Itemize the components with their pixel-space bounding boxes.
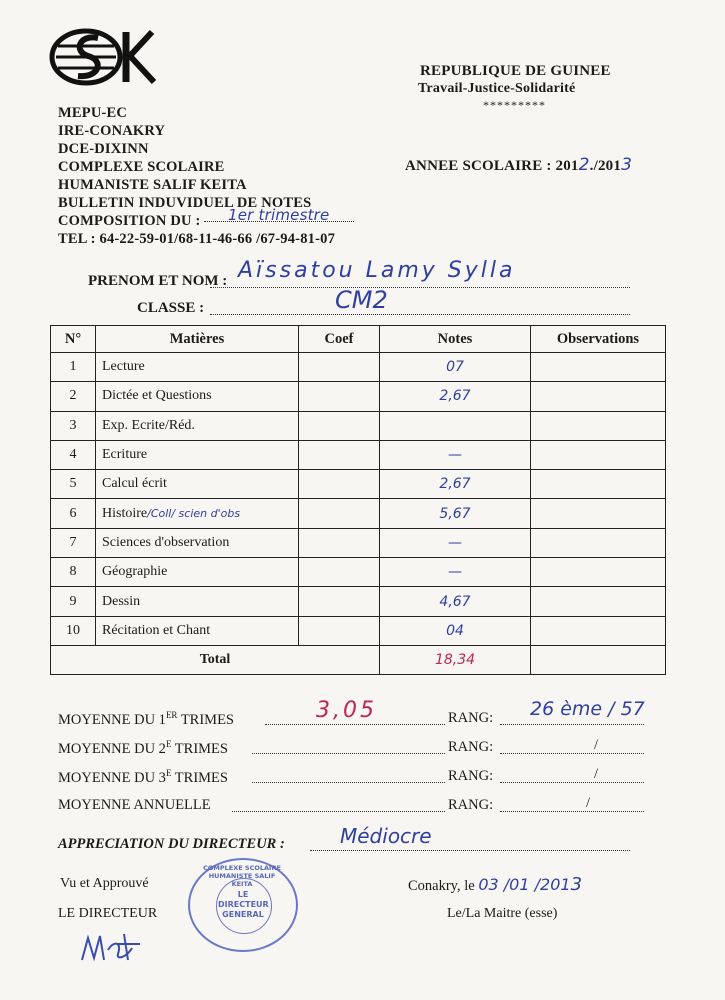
total-row [51, 645, 666, 674]
table-row [51, 528, 666, 557]
row-subject: Dictée et Questions [96, 382, 299, 411]
row-observation [531, 440, 666, 469]
annee-year-2: 3 [621, 155, 633, 175]
header-left-block [58, 104, 354, 248]
stamp-ring-text: COMPLEXE SCOLAIRE HUMANISTE SALIF KEITA [203, 864, 281, 888]
grades-table [50, 325, 666, 675]
row-coef [299, 382, 380, 411]
total-label: Total [51, 645, 380, 674]
composition-value: 1er trimestre [228, 206, 330, 224]
col-header: Coef [299, 326, 380, 353]
moyenne-2-dots [252, 753, 445, 754]
moyenne-label-post: TRIMES [171, 740, 228, 757]
row-number: 5 [51, 470, 96, 499]
table-row [51, 558, 666, 587]
rang-4-dots [500, 811, 644, 812]
country-name: REPUBLIQUE DE GUINEE [420, 63, 611, 79]
rang-label: RANG: [448, 739, 494, 755]
row-observation [531, 499, 666, 528]
moyenne-label: MOYENNE ANNUELLE [58, 797, 211, 813]
moyenne-sup: E [165, 739, 172, 749]
row-subject [96, 499, 299, 528]
moyenne-sup: ER [165, 710, 178, 720]
composition-line [58, 206, 354, 230]
col-header: Observations [531, 326, 666, 353]
row-observation [531, 470, 666, 499]
row-note: 2,67 [380, 382, 531, 411]
row-number: 9 [51, 587, 96, 616]
rang-label: RANG: [448, 768, 494, 784]
header-line: IRE-CONAKRY [58, 123, 166, 139]
table-row [51, 616, 666, 645]
row-coef [299, 587, 380, 616]
annee-label: ANNEE SCOLAIRE : 201 [405, 158, 579, 174]
table-row [51, 499, 666, 528]
total-observation [531, 645, 666, 674]
moyenne-label: MOYENNE DU 2 [58, 740, 166, 757]
maitre-label: Le/La Maitre (esse) [447, 906, 558, 921]
moyenne-3 [58, 768, 228, 787]
table-row [51, 470, 666, 499]
row-observation [531, 382, 666, 411]
total-value: 18,34 [380, 645, 531, 674]
country-motto: Travail-Justice-Solidarité [418, 81, 576, 96]
row-coef [299, 353, 380, 382]
table-header-row [51, 326, 666, 353]
moyenne-label: MOYENNE DU 1 [58, 711, 166, 728]
moyenne-annuelle-dots [232, 811, 445, 812]
row-subject: Exp. Ecrite/Réd. [96, 411, 299, 440]
table-row [51, 411, 666, 440]
row-coef [299, 499, 380, 528]
annee-year-1: 2 [578, 155, 590, 175]
stamp-center-text: LE DIRECTEUR GENERAL [218, 890, 269, 919]
row-subject: Dessin [96, 587, 299, 616]
name-value: Aïssatou Lamy Sylla [238, 258, 516, 283]
moyenne-label: MOYENNE DU 3 [58, 769, 166, 786]
rang-4-value: / [586, 795, 591, 811]
row-coef [299, 616, 380, 645]
moyenne-label-post: TRIMES [177, 711, 234, 728]
rang-1-value: 26 ème / 57 [530, 698, 645, 720]
rang-3-value: / [594, 766, 599, 782]
appreciation-dots [310, 850, 630, 851]
row-note: — [380, 440, 531, 469]
table-row [51, 382, 666, 411]
name-dots [210, 287, 630, 288]
moyenne-annuelle [58, 797, 211, 814]
row-number: 8 [51, 558, 96, 587]
row-note: 2,67 [380, 470, 531, 499]
row-subject: Récitation et Chant [96, 616, 299, 645]
moyenne-3-dots [252, 782, 445, 783]
annee-mid: ./201 [589, 158, 622, 174]
row-subject: Ecriture [96, 440, 299, 469]
row-subject-text: Histoire [102, 505, 148, 521]
col-header: N° [51, 326, 96, 353]
header-line: COMPLEXE SCOLAIRE [58, 159, 225, 175]
annee-scolaire [405, 156, 632, 175]
row-note [380, 411, 531, 440]
class-value: CM2 [335, 286, 388, 314]
table-row [51, 353, 666, 382]
row-number: 2 [51, 382, 96, 411]
rang-label: RANG: [448, 710, 494, 726]
row-subject: Géographie [96, 558, 299, 587]
table-row [51, 587, 666, 616]
row-subject: Sciences d'observation [96, 528, 299, 557]
composition-label: COMPOSITION DU : [58, 213, 201, 229]
row-observation [531, 558, 666, 587]
row-coef [299, 528, 380, 557]
row-coef [299, 440, 380, 469]
header-line: DCE-DIXINN [58, 141, 149, 157]
moyenne-label-post: TRIMES [171, 769, 228, 786]
rang-2-value: / [594, 737, 599, 753]
tel-line: TEL : 64-22-59-01/68-11-46-66 /67-94-81-07 [58, 231, 336, 247]
header-line: MEPU-EC [58, 105, 128, 121]
rang-3-dots [500, 782, 644, 783]
date-year: 3 [570, 874, 583, 895]
moyenne-1-dots [265, 724, 445, 725]
row-number: 7 [51, 528, 96, 557]
director-signature [78, 920, 148, 975]
school-logo [48, 26, 158, 88]
class-dots [210, 314, 630, 315]
row-number: 1 [51, 353, 96, 382]
motto-stars: ********* [483, 98, 546, 112]
header-line: BULLETIN INDUVIDUEL DE NOTES [58, 195, 312, 211]
row-number: 4 [51, 440, 96, 469]
row-number: 10 [51, 616, 96, 645]
row-note: 04 [380, 616, 531, 645]
le-directeur: LE DIRECTEUR [58, 906, 158, 921]
moyenne-sup: E [165, 768, 172, 778]
moyenne-1-value: 3,05 [316, 698, 377, 723]
appreciation-label: APPRECIATION DU DIRECTEUR : [58, 836, 285, 852]
moyenne-2 [58, 739, 228, 758]
name-label: PRENOM ET NOM : [88, 273, 228, 289]
row-coef [299, 411, 380, 440]
row-note: 5,67 [380, 499, 531, 528]
row-note: 4,67 [380, 587, 531, 616]
row-coef [299, 558, 380, 587]
row-subject-handwritten: /Coll/ scien d'obs [147, 506, 241, 520]
col-header: Notes [380, 326, 531, 353]
conakry-date [408, 874, 582, 895]
row-observation [531, 616, 666, 645]
table-row [51, 440, 666, 469]
row-observation [531, 587, 666, 616]
row-observation [531, 411, 666, 440]
date-value: 03 /01 /201 [478, 875, 571, 894]
rang-2-dots [500, 753, 644, 754]
row-note: — [380, 528, 531, 557]
row-number: 3 [51, 411, 96, 440]
rang-1-dots [500, 724, 644, 725]
row-subject: Lecture [96, 353, 299, 382]
header-line: HUMANISTE SALIF KEITA [58, 177, 247, 193]
row-note: — [380, 558, 531, 587]
col-header: Matières [96, 326, 299, 353]
row-observation [531, 528, 666, 557]
moyenne-1 [58, 710, 234, 729]
rang-label: RANG: [448, 797, 494, 813]
row-subject: Calcul écrit [96, 470, 299, 499]
director-stamp [188, 858, 298, 952]
vu-approuve: Vu et Approuvé [60, 876, 149, 891]
appreciation-value: Médiocre [340, 824, 432, 848]
row-number: 6 [51, 499, 96, 528]
row-note: 07 [380, 353, 531, 382]
place-label: Conakry, le [408, 878, 475, 894]
row-coef [299, 470, 380, 499]
class-label: CLASSE : [137, 300, 205, 316]
row-observation [531, 353, 666, 382]
